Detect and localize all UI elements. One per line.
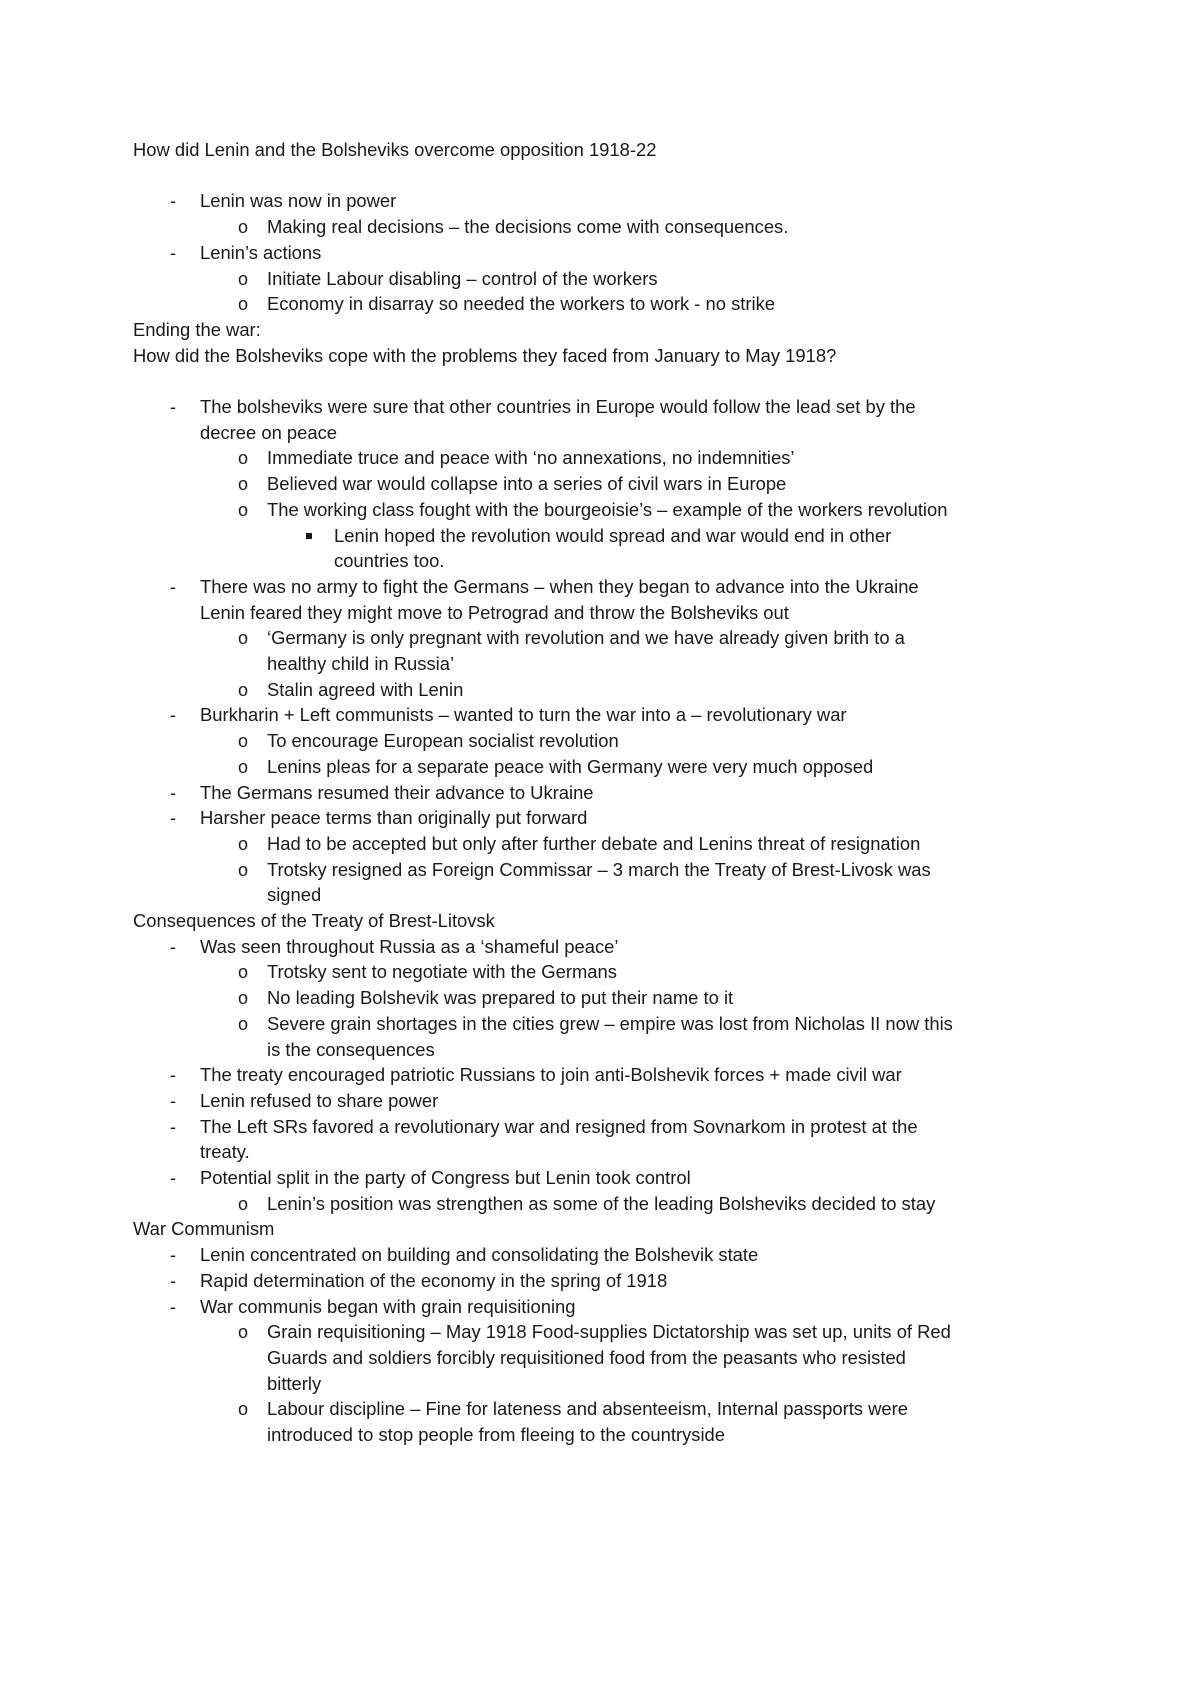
list-item-continuation: introduced to stop people from fleeing to the countryside bbox=[267, 1424, 726, 1445]
list-item: Was seen throughout Russia as a ‘shameful peace’ bbox=[200, 935, 619, 957]
list-item: Grain requisitioning – May 1918 Food-supplies Dictatorship was set up, units of Red bbox=[267, 1321, 951, 1343]
list-item-continuation: treaty. bbox=[200, 1141, 250, 1163]
dash-bullet-marker: - bbox=[170, 191, 176, 212]
list-item-continuation: Guards and soldiers forcibly requisitioned food from the peasants who resisted bbox=[267, 1346, 906, 1368]
list-item-continuation: countries too. bbox=[334, 550, 445, 572]
heading-line: Consequences of the Treaty of Brest-Litovsk bbox=[133, 910, 495, 931]
list-item: Severe grain shortages in the cities grew – empire was lost from Nicholas II now this bbox=[267, 1012, 953, 1034]
circle-bullet-marker: o bbox=[238, 448, 249, 469]
list-item-continuation: is the consequences bbox=[267, 1038, 435, 1060]
circle-bullet-marker: o bbox=[238, 1193, 249, 1214]
list-item: The working class fought with the bourgeoisie’s – example of the workers revolution bbox=[267, 498, 948, 520]
heading-line: How did the Bolsheviks cope with the problems they faced from January to May 1918? bbox=[133, 344, 837, 366]
circle-bullet-marker: o bbox=[238, 1013, 249, 1034]
list-item-continuation: healthy child in Russia’ bbox=[267, 653, 455, 674]
list-item: Lenin refused to share power bbox=[200, 1089, 439, 1111]
dash-bullet-marker: - bbox=[170, 1168, 176, 1188]
dash-bullet-marker: - bbox=[170, 1116, 176, 1137]
list-item: Lenin’s actions bbox=[200, 241, 322, 263]
square-bullet-icon bbox=[306, 533, 312, 539]
circle-bullet-marker: o bbox=[238, 1322, 249, 1343]
circle-bullet-marker: o bbox=[238, 217, 249, 238]
dash-bullet-marker: - bbox=[170, 1065, 176, 1086]
circle-bullet-marker: o bbox=[238, 962, 249, 983]
list-item: To encourage European socialist revolution bbox=[267, 730, 619, 752]
circle-bullet-marker: o bbox=[238, 679, 249, 700]
list-item: Trotsky sent to negotiate with the Germans bbox=[267, 961, 617, 983]
dash-bullet-marker: - bbox=[170, 936, 176, 957]
list-item: Burkharin + Left communists – wanted to turn the war into a – revolutionary war bbox=[200, 704, 847, 726]
list-item-continuation: decree on peace bbox=[200, 421, 338, 443]
list-item: Lenin concentrated on building and consolidating the Bolshevik state bbox=[200, 1244, 759, 1266]
list-item: Harsher peace terms than originally put forward bbox=[200, 807, 588, 829]
list-item: Believed war would collapse into a series of civil wars in Europe bbox=[267, 473, 787, 495]
circle-bullet-marker: o bbox=[238, 859, 249, 880]
list-item: Lenin hoped the revolution would spread and war would end in other bbox=[334, 524, 892, 546]
list-item-continuation: Lenin feared they might move to Petrograd and throw the Bolsheviks out bbox=[200, 601, 789, 623]
dash-bullet-marker: - bbox=[170, 1245, 176, 1266]
list-item: Initiate Labour disabling – control of the workers bbox=[267, 267, 658, 289]
circle-bullet-marker: o bbox=[238, 474, 249, 495]
list-item: No leading Bolshevik was prepared to put their name to it bbox=[267, 987, 734, 1009]
dash-bullet-marker: - bbox=[170, 242, 176, 263]
heading-line: Ending the war: bbox=[133, 318, 261, 340]
list-item-continuation: bitterly bbox=[267, 1372, 322, 1394]
list-item: Labour discipline – Fine for lateness and absenteeism, Internal passports were bbox=[267, 1398, 908, 1420]
circle-bullet-marker: o bbox=[238, 628, 249, 649]
dash-bullet-marker: - bbox=[170, 1090, 176, 1111]
list-item: The treaty encouraged patriotic Russians to join anti-Bolshevik forces + made civil war bbox=[200, 1064, 902, 1086]
heading-line: How did Lenin and the Bolsheviks overcome opposition 1918-22 bbox=[133, 139, 657, 160]
circle-bullet-marker: o bbox=[238, 756, 249, 777]
list-item: Economy in disarray so needed the workers to work - no strike bbox=[267, 293, 776, 315]
list-item: War communis began with grain requisitioning bbox=[200, 1295, 576, 1317]
list-item: Lenins pleas for a separate peace with Germany were very much opposed bbox=[267, 755, 874, 777]
list-item: Had to be accepted but only after further debate and Lenins threat of resignation bbox=[267, 832, 921, 854]
list-item: Making real decisions – the decisions come with consequences. bbox=[267, 216, 789, 238]
dash-bullet-marker: - bbox=[170, 705, 176, 726]
dash-bullet-marker: - bbox=[170, 1296, 176, 1317]
list-item-continuation: signed bbox=[267, 884, 322, 906]
list-item: The Left SRs favored a revolutionary war and resigned from Sovnarkom in protest at the bbox=[200, 1115, 918, 1137]
circle-bullet-marker: o bbox=[238, 988, 249, 1009]
circle-bullet-marker: o bbox=[238, 833, 249, 854]
dash-bullet-marker: - bbox=[170, 397, 176, 417]
list-item: Lenin was now in power bbox=[200, 190, 397, 212]
circle-bullet-marker: o bbox=[238, 1399, 249, 1420]
dash-bullet-marker: - bbox=[170, 1270, 176, 1291]
list-item: Potential split in the party of Congress but Lenin took control bbox=[200, 1167, 691, 1188]
list-item: There was no army to fight the Germans – when they began to advance into the Ukraine bbox=[200, 575, 919, 597]
list-item: Lenin’s position was strengthen as some of the leading Bolsheviks decided to stay bbox=[267, 1192, 936, 1214]
circle-bullet-marker: o bbox=[238, 294, 249, 315]
circle-bullet-marker: o bbox=[238, 731, 249, 752]
list-item: The bolsheviks were sure that other countries in Europe would follow the lead set by the bbox=[200, 396, 916, 417]
heading-line: War Communism bbox=[133, 1218, 275, 1240]
dash-bullet-marker: - bbox=[170, 808, 176, 829]
circle-bullet-marker: o bbox=[238, 499, 249, 520]
list-item: Rapid determination of the economy in the spring of 1918 bbox=[200, 1269, 668, 1291]
list-item: The Germans resumed their advance to Ukraine bbox=[200, 781, 594, 803]
list-item: Stalin agreed with Lenin bbox=[267, 678, 464, 700]
list-item: Immediate truce and peace with ‘no annexations, no indemnities’ bbox=[267, 447, 795, 469]
dash-bullet-marker: - bbox=[170, 576, 176, 597]
dash-bullet-marker: - bbox=[170, 782, 176, 803]
list-item: Trotsky resigned as Foreign Commissar – 3 march the Treaty of Brest-Livosk was bbox=[267, 858, 931, 880]
list-item: ‘Germany is only pregnant with revolution and we have already given brith to a bbox=[267, 627, 905, 649]
circle-bullet-marker: o bbox=[238, 268, 249, 289]
